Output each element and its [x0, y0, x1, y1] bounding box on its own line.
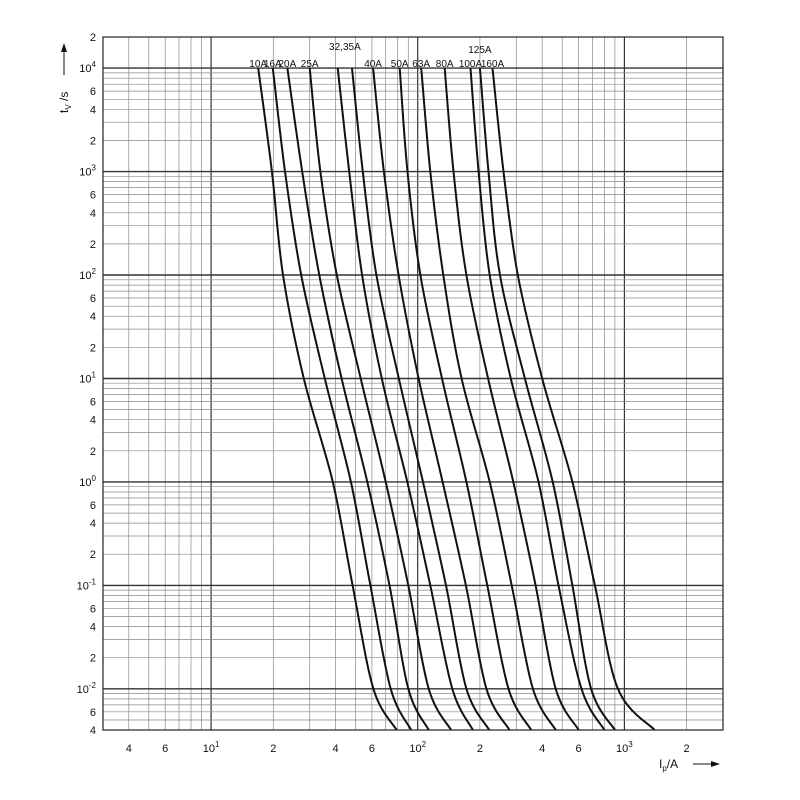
y-tick-label: 4 [89, 621, 96, 634]
curve-label-combined: 32,35A [329, 42, 361, 53]
curve-label-160a: 160A [480, 59, 505, 70]
y-tick-label: 6 [89, 293, 96, 305]
curve-label-10a: 10A [249, 59, 268, 70]
y-tick-label: 2 [89, 342, 96, 355]
x-tick-labels [126, 740, 690, 755]
curve-label-20a: 20A [278, 59, 297, 70]
x-axis-title: $I_p/A$ [659, 757, 679, 773]
y-tick-label: 2 [89, 238, 96, 251]
curve-35a [352, 68, 489, 730]
y-tick-label: $10^1$ [79, 370, 96, 386]
y-tick-label: $10^3$ [79, 163, 96, 179]
y-axis-title: $t_V$ /s [57, 91, 73, 113]
curve-label-100a: 100A [458, 59, 483, 70]
y-tick-label: 6 [89, 189, 96, 202]
y-tick-label: 6 [89, 396, 96, 409]
y-tick-label: 6 [89, 86, 96, 99]
grid-lines [103, 37, 723, 730]
x-tick-label: 6 [575, 743, 582, 755]
y-tick-label: $10^4$ [79, 60, 96, 76]
y-tick-label: 2 [89, 652, 96, 665]
curve-label-63a: 63A [412, 59, 431, 70]
y-tick-label: 2 [89, 445, 96, 458]
curve-80a [445, 68, 579, 730]
curve-10a [258, 68, 396, 730]
x-tick-label: 2 [683, 743, 690, 755]
curve-50a [400, 68, 532, 730]
x-tick-label: 4 [332, 743, 339, 755]
y-tick-label: 6 [89, 706, 96, 719]
y-axis-arrow-head [61, 43, 67, 52]
x-axis-arrow-head [711, 761, 720, 767]
y-tick-label: $10^0$ [79, 473, 96, 489]
y-tick-label: $10^{-2}$ [76, 680, 96, 696]
curve-16a [273, 68, 411, 730]
x-tick-label: 2 [270, 743, 277, 755]
y-tick-label: 2 [89, 32, 96, 44]
x-tick-label: 6 [368, 743, 375, 755]
x-tick-label: 2 [476, 743, 483, 755]
y-tick-label: 6 [89, 499, 96, 512]
curve-label-25a: 25A [300, 59, 319, 70]
x-tick-label: $10^1$ [202, 740, 220, 755]
y-tick-label: 4 [89, 104, 96, 117]
y-tick-label: 2 [89, 549, 96, 562]
y-tick-label: $10^{-1}$ [76, 577, 96, 593]
y-tick-label: 4 [89, 311, 96, 324]
curve-100a [471, 68, 605, 730]
x-tick-label: $10^3$ [616, 740, 633, 755]
fuse-curves [258, 68, 654, 730]
x-tick-label: 4 [125, 743, 132, 755]
curve-label-125a: 125A [468, 45, 492, 56]
x-tick-label: 4 [539, 743, 546, 755]
curve-label-50a: 50A [390, 59, 409, 70]
y-axis-title-group [57, 43, 73, 113]
x-axis-title-group [659, 757, 720, 773]
y-tick-labels [77, 32, 97, 737]
y-tick-label: 4 [89, 518, 96, 531]
y-tick-label: 2 [89, 135, 96, 148]
y-tick-label: 4 [89, 725, 96, 737]
x-tick-label: $10^2$ [409, 740, 427, 755]
curve-label-80a: 80A [435, 59, 454, 70]
y-tick-label: 6 [89, 603, 96, 616]
curve-label-40a: 40A [364, 59, 382, 70]
y-tick-label: 4 [89, 207, 96, 220]
y-tick-label: $10^2$ [79, 267, 96, 282]
y-tick-label: 4 [89, 414, 96, 427]
x-tick-label: 6 [162, 743, 169, 755]
curve-labels [249, 42, 504, 70]
curve-label-16a: 16A [263, 59, 282, 70]
